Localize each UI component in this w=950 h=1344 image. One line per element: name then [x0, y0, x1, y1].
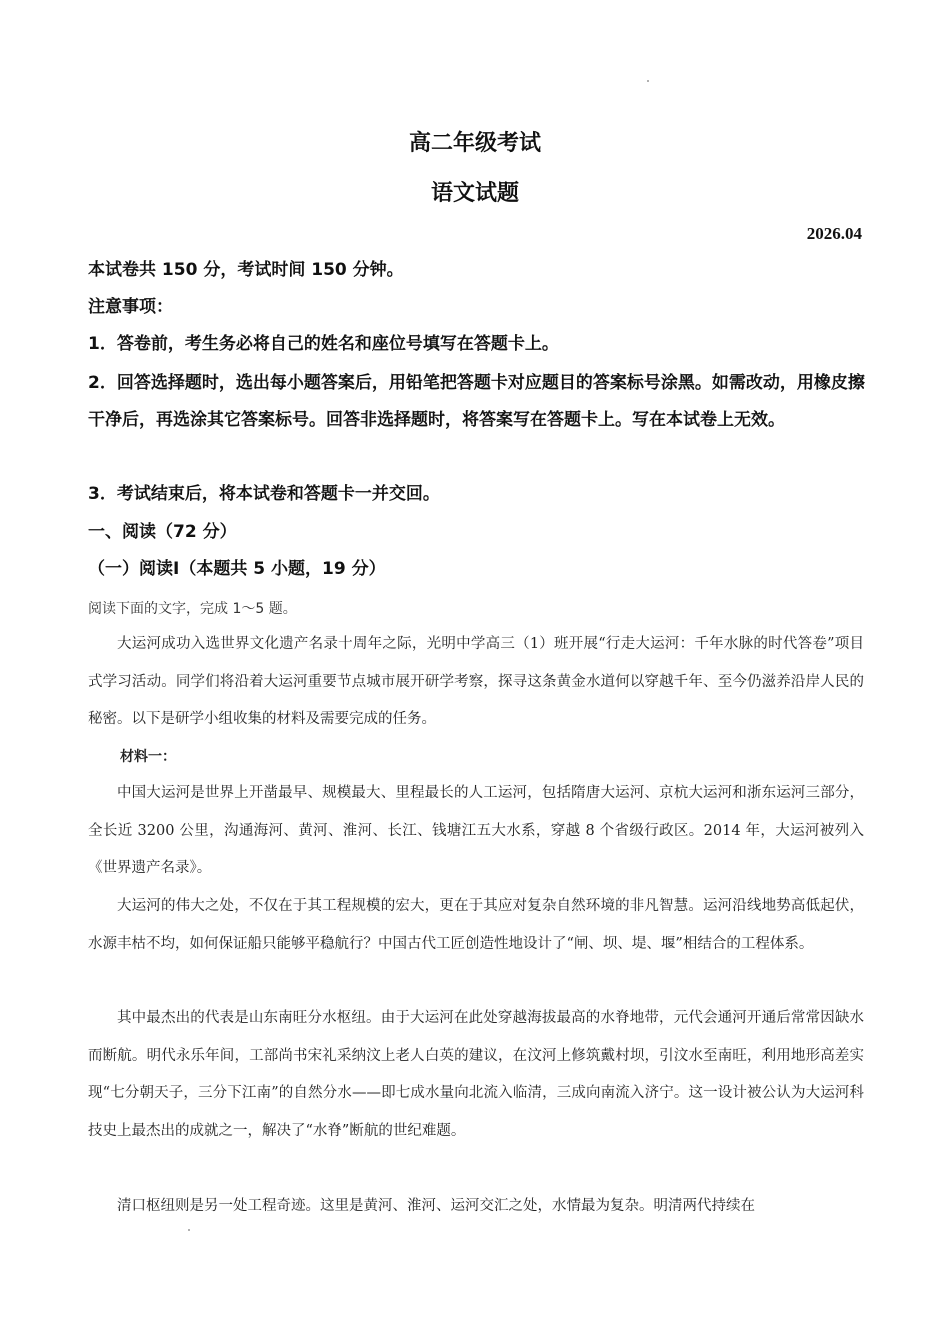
exam-title: 高二年级考试	[408, 130, 541, 156]
reading-prompt: 阅读下面的文字，完成 1～5 题。	[88, 601, 297, 617]
passage-paragraph-4: 清口枢纽则是另一处工程奇迹。这里是黄河、淮河、运河交汇之处，水情最为复杂。明清两代持续在	[117, 1198, 755, 1214]
material-label: 材料一：	[120, 749, 176, 765]
passage-paragraph-1: 中国大运河是世界上开凿最早、规模最大、里程最长的人工运河，包括隋唐大运河、京杭大运河和浙东运河三部分，全长近 3200 公里，沟通海河、黄河、淮河、长江、钱塘江五大水系，穿越 8 个省级行政区。2014 年，大运河被列入《世界遗产名录》。	[88, 785, 864, 876]
scan-dot-bottom	[188, 1229, 190, 1231]
notice-item-1: 1．答卷前，考生务必将自己的姓名和座位号填写在答题卡上。	[88, 334, 559, 354]
section-heading: 一、阅读（72 分）	[88, 522, 237, 542]
exam-subtitle: 语文试题	[430, 180, 519, 206]
passage-intro: 大运河成功入选世界文化遗产名录十周年之际，光明中学高三（1）班开展“行走大运河：千年水脉的时代答卷”项目式学习活动。同学们将沿着大运河重要节点城市展开研学考察，探寻这条黄金水道何以穿越千年、至今仍滋养沿岸人民的秘密。以下是研学小组收集的材料及需要完成的任务。	[88, 636, 864, 727]
notice-title: 注意事项：	[88, 297, 173, 317]
passage-paragraph-2: 大运河的伟大之处，不仅在于其工程规模的宏大，更在于其应对复杂自然环境的非凡智慧。运河沿线地势高低起伏，水源丰枯不均，如何保证船只能够平稳航行？中国古代工匠创造性地设计了“闸、坝、堤、堰”相结合的工程体系。	[88, 898, 864, 952]
scan-dot-top	[647, 80, 649, 82]
section-subheading: （一）阅读Ⅰ（本题共 5 小题，19 分）	[88, 559, 386, 579]
notice-item-3: 3．考试结束后，将本试卷和答题卡一并交回。	[88, 484, 440, 504]
passage-paragraph-3: 其中最杰出的代表是山东南旺分水枢纽。由于大运河在此处穿越海拔最高的水脊地带，元代会通河开通后常常因缺水而断航。明代永乐年间，工部尚书宋礼采纳汶上老人白英的建议，在汶河上修筑戴村坝，引汶水至南旺，利用地形高差实现“七分朝天子，三分下江南”的自然分水——即七成水量向北流入临清，三成向南流入济宁。这一设计被公认为大运河科技史上最杰出的成就之一，解决了“水脊”断航的世纪难题。	[88, 1010, 864, 1139]
notice-item-2: 2．回答选择题时，选出每小题答案后，用铅笔把答题卡对应题目的答案标号涂黑。如需改动，用橡皮擦干净后，再选涂其它答案标号。回答非选择题时，将答案写在答题卡上。写在本试卷上无效。	[88, 373, 865, 430]
exam-info: 本试卷共 150 分，考试时间 150 分钟。	[88, 260, 404, 280]
exam-date: 2026.04	[806, 224, 862, 243]
